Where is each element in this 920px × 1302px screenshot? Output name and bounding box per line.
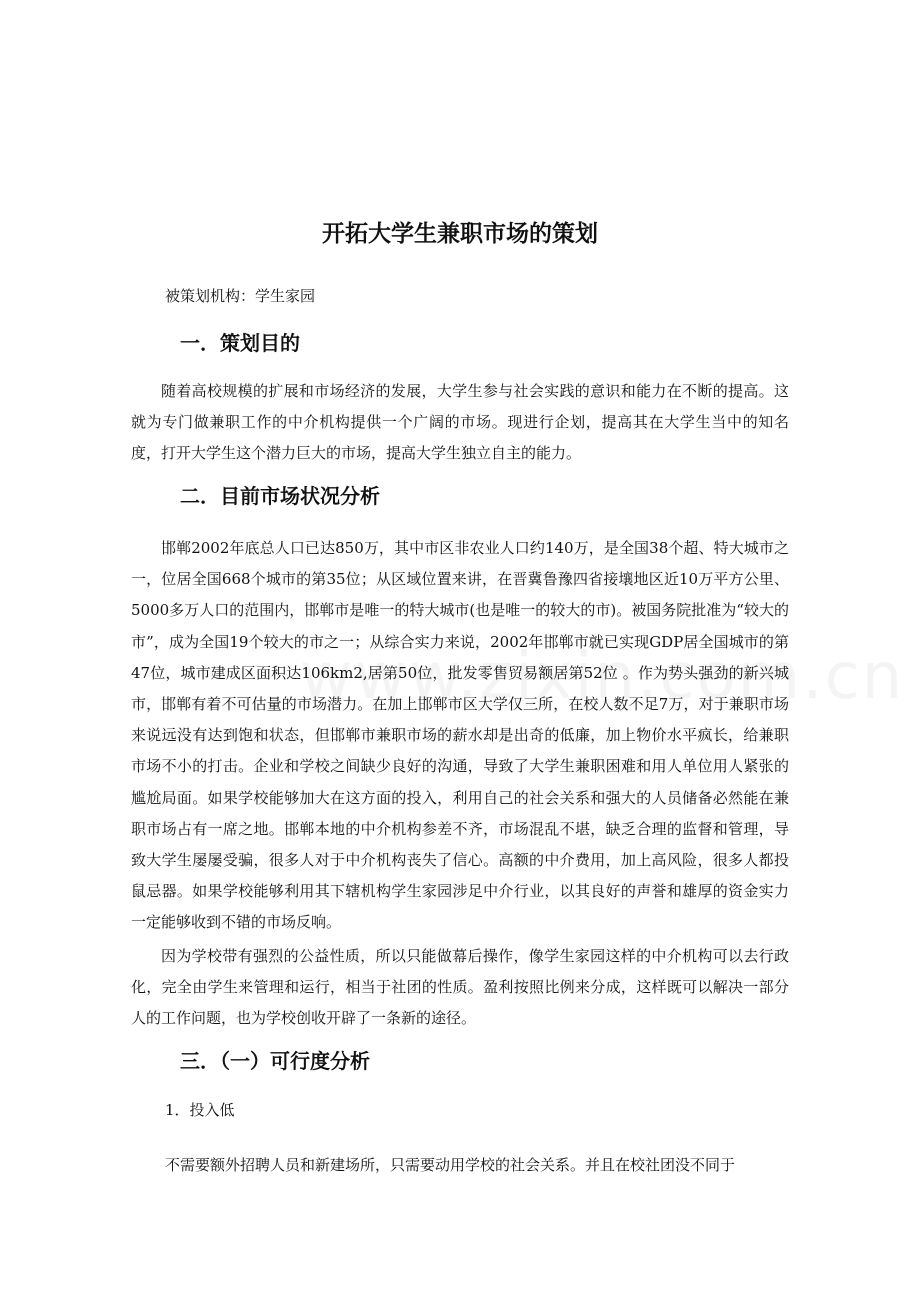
document-title: 开拓大学生兼职市场的策划: [322, 221, 598, 247]
paragraph-market-analysis-1: 邯郸2002年底总人口已达850万，其中市区非农业人口约140万，是全国38个超、特大城市之一，位居全国668个城市的第35位；从区域位置来讲，在晋冀鲁豫四省接壤地区近10万平方公里、5000多万人口的范围内，邯郸市是唯一的特大城市(也是唯一的较大的市)。被国务院批准为“较大的市”，成为全国19个较大的市之一；从综合实力来说，2002年邯郸市就已实现GDP居全国城市的第47位，城市建成区面积达106km2,居第50位，批发零售贸易额居第52位 。作为势头强劲的新兴城市，邯郸有着不可估量的市场潜力。在加上邯郸市区大学仅三所，在校人数不足7万，对于兼职市场来说远没有达到饱和状态，但邯郸市兼职市场的薪水却是出奇的低廉，加上物价水平疯长，给兼职市场不小的打击。企业和学校之间缺少良好的沟通，导致了大学生兼职困难和用人单位用人紧张的尴尬局面。如果学校能够加大在这方面的投入，利用自己的社会关系和强大的人员储备必然能在兼职市场占有一席之地。邯郸本地的中介机构参差不齐，市场混乱不堪，缺乏合理的监督和管理，导致大学生屡屡受骗，很多人对于中介机构丧失了信心。高额的中介费用，加上高风险，很多人都投鼠忌器。如果学校能够利用其下辖机构学生家园涉足中介行业，以其良好的声誉和雄厚的资金实力一定能够收到不错的市场反响。: [131, 539, 789, 932]
feasibility-item-label: 1．投入低: [165, 1101, 235, 1119]
paragraph-purpose: 随着高校规模的扩展和市场经济的发展，大学生参与社会实践的意识和能力在不断的提高。这就为专门做兼职工作的中介机构提供一个广阔的市场。现进行企划，提高其在大学生当中的知名度，打开大学生这个潜力巨大的市场，提高大学生独立自主的能力。: [131, 382, 789, 463]
section-heading-market-analysis: 二．目前市场状况分析: [180, 484, 380, 508]
paragraph-market-analysis-2: 因为学校带有强烈的公益性质，所以只能做幕后操作，像学生家园这样的中介机构可以去行政化，完全由学生来管理和运行，相当于社团的性质。盈利按照比例来分成，这样既可以解决一部分人的工作问题，也为学校创收开辟了一条新的途径。: [131, 947, 789, 1028]
organization-line: 被策划机构：学生家园: [165, 287, 316, 305]
feasibility-item-text: 不需要额外招聘人员和新建场所，只需要动用学校的社会关系。并且在校社团没不同于: [165, 1156, 736, 1174]
section-heading-feasibility: 三．（一）可行度分析: [180, 1049, 370, 1073]
section-heading-purpose: 一．策划目的: [180, 331, 300, 355]
